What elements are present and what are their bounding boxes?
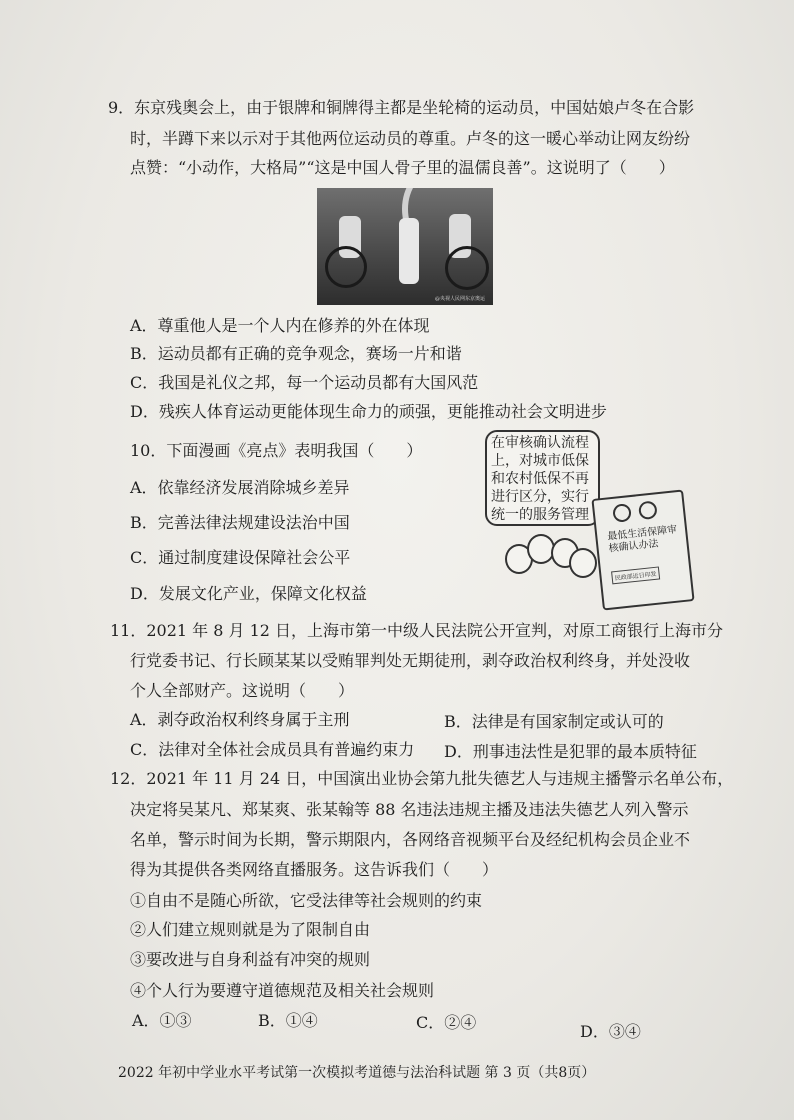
q10-option-c: C．通过制度建设保障社会公平 (130, 548, 351, 567)
cartoon-book (591, 489, 694, 610)
q12-item-2: ②人们建立规则就是为了限制自由 (130, 920, 371, 939)
q12-stem-line2: 决定将吴某凡、郑某爽、张某翰等 88 名违法违规主播及违法失德艺人列入警示 (130, 800, 689, 819)
q12-option-c: C．②④ (416, 1013, 477, 1032)
q9-stem-line2: 时，半蹲下来以示对于其他两位运动员的尊重。卢冬的这一暖心举动让网友纷纷 (130, 129, 691, 148)
book-label: 民政部近日印发 (611, 566, 660, 584)
q10-stem: 10．下面漫画《亮点》表明我国（ ） (130, 441, 423, 460)
q12-option-a: A．①③ (132, 1011, 192, 1030)
q9-stem-line3: 点赞：“小动作，大格局”“这是中国人骨子里的温儒良善”。这说明了（ ） (130, 158, 675, 177)
q9-option-b: B．运动员都有正确的竞争观念，赛场一片和谐 (130, 344, 462, 363)
q10-cartoon (485, 430, 717, 610)
q9-stem-line1: 9．东京残奥会上，由于银牌和铜牌得主都是坐轮椅的运动员，中国姑娘卢冬在合影 (108, 98, 695, 117)
q12-stem-line3: 名单，警示时间为长期，警示期限内，各网络音视频平台及经纪机构会员企业不 (130, 830, 691, 849)
cartoon-speech-bubble: 在审核确认流程上，对城市低保和农村低保不再进行区分，实行统一的服务管理 (485, 430, 600, 526)
q11-option-a: A．剥夺政治权利终身属于主刑 (130, 710, 350, 729)
q11-option-b: B．法律是有国家制定或认可的 (444, 712, 664, 731)
q12-item-3: ③要改进与自身利益有冲突的规则 (130, 950, 371, 969)
q12-item-4: ④个人行为要遵守道德规范及相关社会规则 (130, 981, 435, 1000)
q9-photo (317, 188, 493, 305)
q9-option-d: D．残疾人体育运动更能体现生命力的顽强，更能推动社会文明进步 (130, 402, 607, 421)
q11-stem-line2: 行党委书记、行长顾某某以受贿罪判处无期徒刑，剥夺政治权利终身，并处没收 (130, 651, 691, 670)
q12-stem-line4: 得为其提供各类网络直播服务。这告诉我们（ ） (130, 860, 499, 879)
q12-item-1: ①自由不是随心所欲，它受法律等社会规则的约束 (130, 891, 483, 910)
q12-option-b: B．①④ (258, 1011, 318, 1030)
q9-option-a: A．尊重他人是一个人内在修养的外在体现 (130, 316, 430, 335)
q10-option-d: D．发展文化产业，保障文化权益 (130, 584, 367, 603)
q10-option-b: B．完善法律法规建设法治中国 (130, 513, 350, 532)
q10-option-a: A．依靠经济发展消除城乡差异 (130, 478, 350, 497)
photo-watermark: @央视人民网东京奥运 (435, 296, 486, 302)
q12-option-d: D．③④ (580, 1022, 641, 1041)
q12-stem-line1: 12．2021 年 11 月 24 日，中国演出业协会第九批失德艺人与违规主播警示名单公布， (110, 769, 734, 788)
q11-stem-line3: 个人全部财产。这说明（ ） (130, 681, 355, 700)
book-title: 最低生活保障审核确认办法 (606, 524, 678, 555)
page-footer: 2022 年初中学业水平考试第一次模拟考道德与法治科试题 第 3 页（共8页） (118, 1065, 596, 1081)
q11-option-d: D．刑事违法性是犯罪的最本质特征 (444, 742, 697, 761)
q11-option-c: C．法律对全体社会成员具有普遍约束力 (130, 740, 415, 759)
cartoon-people (505, 534, 597, 602)
q11-stem-line1: 11．2021 年 8 月 12 日，上海市第一中级人民法院公开宣判，对原工商银行上海市分 (110, 621, 724, 640)
q9-option-c: C．我国是礼仪之邦，每一个运动员都有大国风范 (130, 373, 479, 392)
